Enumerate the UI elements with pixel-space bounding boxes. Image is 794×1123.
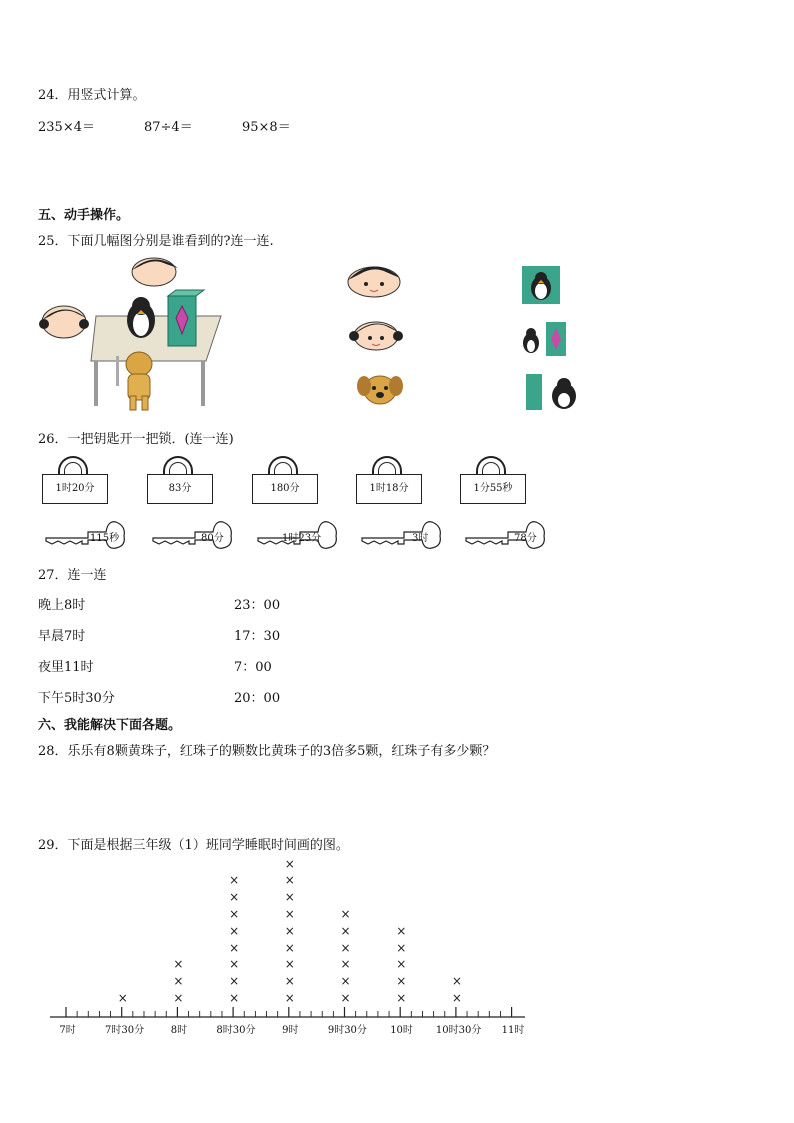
data-point-mark: × [284,873,295,888]
data-point-mark: × [340,940,351,955]
lock-label: 1时18分 [356,474,422,504]
data-point-mark: × [451,991,462,1005]
data-point-mark: × [229,923,240,938]
q27-left-4: 下午5时30分 [38,691,115,706]
tick-label: 8时 [170,1025,188,1036]
data-point-mark: × [451,974,462,989]
lock-label: 83分 [147,474,213,504]
tick-label: 7时 [59,1025,76,1036]
data-point-mark: × [173,957,184,972]
q27-right-3: 7：00 [234,660,272,675]
key-label: 80分 [201,533,224,544]
data-point-mark: × [229,873,240,888]
key-label: 115秒 [90,533,120,544]
q24-item-2: 87÷4＝ [144,120,193,135]
key-label: 78分 [514,533,537,544]
q24-item-1: 235×4＝ [38,120,95,135]
q27-right-2: 17：30 [234,629,281,644]
data-point-mark: × [284,991,295,1005]
tick-label: 7时30分 [105,1025,145,1036]
q29-title: 29．下面是根据三年级（1）班同学睡眠时间画的图。 [38,838,349,853]
key-label: 1时23分 [282,533,322,544]
q24-title: 24．用竖式计算。 [38,88,146,103]
data-point-mark: × [229,907,240,921]
data-point-mark: × [340,923,351,938]
data-point-mark: × [229,957,240,972]
q27-right-4: 20：00 [234,691,281,706]
tick-label: 10时 [390,1025,413,1036]
q27-title: 27．连一连 [38,568,107,583]
lock-label: 1时20分 [42,474,108,504]
tick-label: 8时30分 [216,1025,256,1036]
data-point-mark: × [229,974,240,989]
data-point-mark: × [396,974,407,989]
section-6-title: 六、我能解决下面各题。 [38,718,182,733]
lock-label: 1分55秒 [460,474,526,504]
data-point-mark: × [229,940,240,955]
data-point-mark: × [284,907,295,921]
tick-label: 9时30分 [327,1025,367,1036]
q27-left-2: 早晨7时 [38,629,86,644]
key-label: 3时 [412,533,429,544]
lock-label: 180分 [252,474,318,504]
q28-title: 28．乐乐有8颗黄珠子，红珠子的颗数比黄珠子的3倍多5颗，红珠子有多少颗？ [38,744,496,759]
data-point-mark: × [396,923,407,938]
data-point-mark: × [340,974,351,989]
data-point-mark: × [340,907,351,921]
data-point-mark: × [284,856,295,871]
data-point-mark: × [117,991,128,1005]
data-point-mark: × [396,957,407,972]
data-point-mark: × [284,890,295,905]
tick-label: 9时 [282,1025,299,1036]
data-point-mark: × [284,957,295,972]
q27-left-3: 夜里11时 [38,660,94,675]
q27-left-1: 晚上8时 [38,598,86,613]
data-point-mark: × [340,957,351,972]
q27-right-1: 23：00 [234,598,281,613]
data-point-mark: × [396,940,407,955]
data-point-mark: × [396,991,407,1005]
data-point-mark: × [229,890,240,905]
data-point-mark: × [173,991,184,1005]
section-5-title: 五、动手操作。 [38,208,130,223]
data-point-mark: × [229,991,240,1005]
q25-title: 25．下面几幅图分别是谁看到的?连一连. [38,234,274,249]
tick-label: 10时30分 [435,1025,482,1036]
data-point-mark: × [284,974,295,989]
q26-title: 26．一把钥匙开一把锁．(连一连) [38,432,234,447]
data-point-mark: × [173,974,184,989]
data-point-mark: × [284,940,295,955]
q24-item-3: 95×8＝ [242,120,291,135]
data-point-mark: × [340,991,351,1005]
tick-label: 11时 [501,1025,525,1036]
data-point-mark: × [284,923,295,938]
